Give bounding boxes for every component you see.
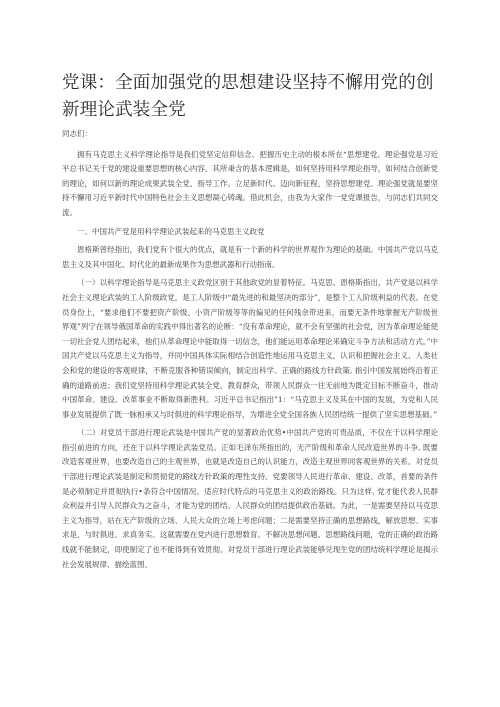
document-title: 党课：全面加强党的思想建设坚持不懈用党的创新理论武装全党: [62, 73, 434, 120]
document-body: [62, 127, 438, 576]
section-1-paragraph: 恩格斯曾经指出，我们党有个很大的优点，就是有一个新的科学的世界观作为理论的基础。中国共产党以马克思主义及其中国化、时代化的最新成果作为思想武器和行动指南。: [62, 245, 438, 269]
subsection-2-paragraph: （二）对党员干部进行理论武装是中国共产党的显著政治优势•中国共产党的可贵品质，不仅在于以科学理论指引前进的方向，还在于以科学理论武装党员。正如毛泽东所指出的，无产阶级和革命人民改造世界的斗争, 既要改造客观世界，也要改造自己的主观世界，也就是改造自己的认识能力，改造主观世界同客观世界的关系。对党员干部进行理论武装是制定和贯彻党的路线方针政策的理性支持。党要领导人民进行革命、建设、改革，首要的条件是必须制定并贯彻执行•条符合中国情况、适应时代特点的马克思主义的政治路线。只为这样, 党才能代表人民群众利益并引导人民群众为之奋斗，才能为党的团结、人民群众的团结提供政治基础。为此，一是需要坚持以马克思主义为指导，站在无产阶级的立场、人民大众的立场上考虑问题；二是需要坚持正确的思想路线，解放思想、实事求是、与时俱进、求真务实。这就需要在党内进行思想数育。不解决思想问题、思想路线问题，党的正确的政治路线就不能制定，即使制定了也不能得到有效贯彻。对党员干部进行理论武装能够兑现生党的团结统科学理论是揭示社会发展规律、描绘蓝图、: [62, 428, 438, 569]
intro-paragraph: 拥有马克思主义科学理论指导是我们党坚定信仰信念、把握历史主动的根本所在“思想建党、理论强党是习近平总书记关于党的建设重要思想的核心内容，其所秉含的基本逻辑是，如何坚持用科学理论指导，如何结合创新党的理论，如何以新的理论成果武装全党、指导工作。立足新时代、迈向新征程，坚持思想建党、理论强党就是要坚持不懈用习近平新时代中国特色社会主义思想凝心铸魂。借此机会，由我为大家作一党党课报告，与同志们共同交流。: [62, 149, 438, 217]
greeting: 同志们：: [62, 129, 92, 138]
subsection-1-paragraph: （一）以科学理论指导是马克思主义政党区别于其他政党的显着特征。马克思、恩格斯指出，共产党是以科学社会主义理论武装的工人阶级政党，是工人阶级中“最先进的和最坚决的部分”，是整个工人阶级利益的代表。在党员身份上，“要求他们不要把资产阶级、小资产阶级等等的偏见的任何残余带进来，而要无条件地掌握无产阶级世界观”列宁在领导俄国革命的实践中得出著名的论断：“没有革命理论，就不会有坚强的社会党，因为革命理论能使一切社会党人团结起来，他们从革命理论中能取得一切信念，他们能运用革命理论来确定斗争方法和活动方式。”中国共产党以马克思主义为指导，并同中国具体实际相结合创造性地运用马克思主义，认识和把握社会主义、人类社会和党的建设的客观规律，不断克服各种错误倾向，制定出科学、正确的路线方针政策, 指引中国发展始终沿着正确的道路前进；我们党坚持用科学理论武装全党、教育群众，带领人民群众一往无前地为既定目标不断奋斗，推动中国革命、建设、改革事业不断取得新胜利。习近平总书记指出”1：“马克思主义及其在中国的发展，为党和人民事业发展提供了既一脉相承又与时俱进的科学理论指导，为增进全党全国各族人民团结统一提供了坚实思想基础。”: [62, 278, 438, 419]
section-heading-1: 一、中国共产党是用科学理论武装起来的马克思主义政党: [77, 226, 265, 236]
